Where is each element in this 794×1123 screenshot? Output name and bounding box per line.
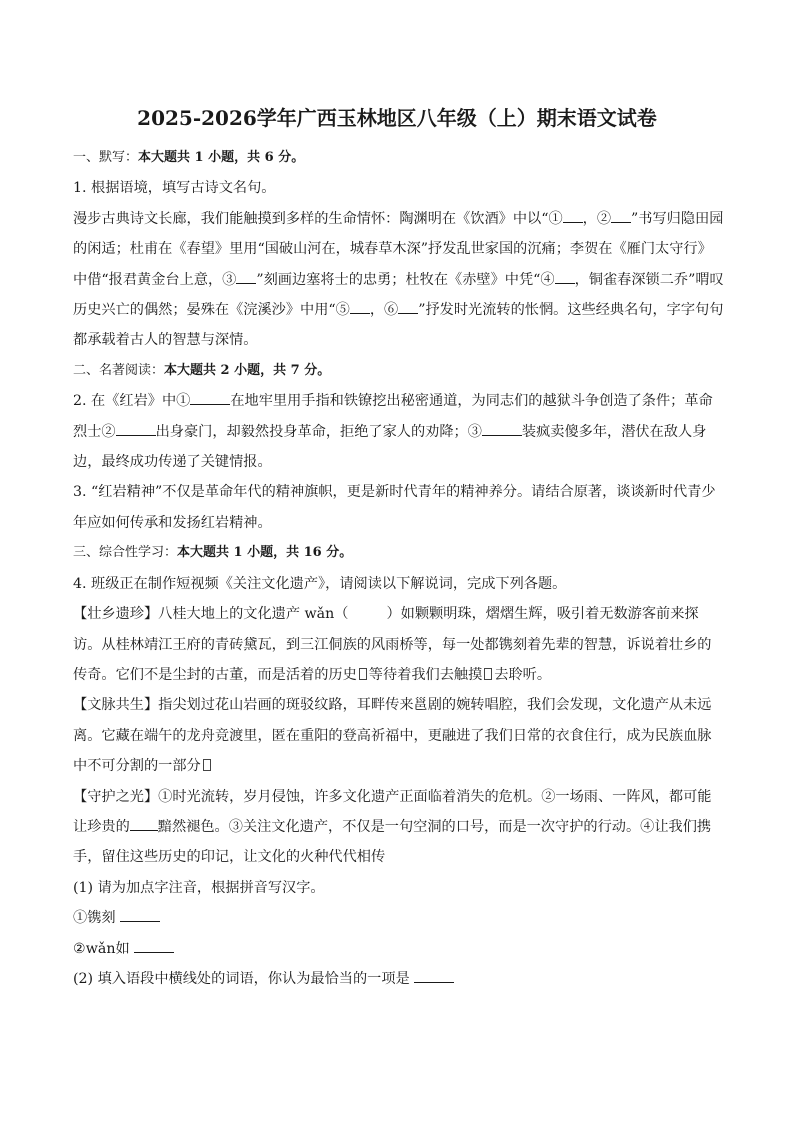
sub-question-2 [73, 964, 725, 994]
answer-blank[interactable] [555, 268, 575, 284]
section-2-prefix: 二、名著阅读： [73, 362, 165, 378]
answer-blank[interactable] [116, 420, 156, 436]
section-3-heading [73, 538, 725, 568]
q1-text-3: ”书写归隐田园的闲适；杜甫在《春望》里用“国破山河在，城春草木深”抒发乱世家国的沉痛；李贺在《雁门太守行》中借“报君黄金台上意，③ [73, 210, 724, 288]
q1-text-5: ，铜雀春深锁二乔”喟叹历史兴亡的偶然；晏殊在《浣溪沙》中用“⑤ [73, 271, 724, 319]
q2-text-4: 装疯卖傻多年，潜伏在敌人身边，最终成功传递了关键情报。 [73, 423, 707, 471]
q1-text-2: ，② [582, 210, 612, 227]
answer-blank[interactable] [130, 815, 158, 831]
sub1-b-label: ②wǎn如 [73, 940, 130, 957]
sub-question-1-b [73, 934, 725, 964]
section-1-prefix: 一、默写： [73, 150, 139, 165]
question-3: 3. “红岩精神”不仅是革命年代的精神旗帜，更是新时代青年的精神养分。请结合原著，谈谈新时代青少年应如何传承和发扬红岩精神。 [73, 484, 716, 531]
question-4-stem: 4. 班级正在制作短视频《关注文化遗产》，请阅读以下解说词，完成下列各题。 [73, 575, 567, 592]
answer-blank[interactable] [398, 298, 418, 314]
q1-text-4: ”刻画边塞将士的忠勇；杜牧在《赤壁》中凭“④ [256, 271, 555, 288]
q1-text-7: ”抒发时光流转的怅惘。这些经典名句，字字句句都承载着古人的智慧与深情。 [73, 302, 724, 349]
answer-blank[interactable] [563, 207, 583, 223]
para3-text-a: 【守护之光】①时光流转，岁月侵蚀，许多文化遗产正面临着消失的危机。②一场雨、一阵风，都可能让珍贵的 [73, 788, 712, 835]
punctuation-box[interactable] [203, 759, 211, 771]
section-2-heading [73, 356, 725, 386]
q1-text-6: ，⑥ [369, 302, 399, 319]
answer-blank[interactable] [414, 967, 454, 983]
paragraph-wenmai [73, 690, 725, 781]
sub-question-1: (1) 请为加点字注音，根据拼音写汉字。 [73, 879, 325, 896]
para3-text-b: 黯然褪色。③关注文化遗产，不仅是一句空洞的口号，而是一次守护的行动。④让我们携手，留住这些历史的印记，让文化的火种代代相传 [73, 818, 712, 866]
para1-text-a: 【壮乡遗珍】八桂大地上的文化遗产 wǎn（ [73, 606, 349, 623]
punctuation-box[interactable] [359, 668, 367, 680]
answer-blank[interactable] [120, 906, 160, 922]
section-1-info: 本大题共 1 小题，共 6 分。 [138, 150, 305, 165]
para2-text: 【文脉共生】指尖划过花山岩画的斑驳纹路，耳畔传来邕剧的婉转唱腔，我们会发现，文化遗产从未远离。它藏在端午的龙舟竞渡里，匿在重阳的登高祈福中，更融进了我们日常的衣食住行，成为民族血脉中不可分割的一部分 [73, 697, 712, 775]
section-1-heading [73, 143, 725, 173]
q2-text-3: 出身豪门，却毅然投身革命，拒绝了家人的劝降；③ [155, 423, 482, 440]
sub2-label: (2) 填入语段中横线处的词语，你认为最恰当的一项是 [73, 970, 410, 987]
exam-title: 2025-2026学年广西玉林地区八年级（上）期末语文试卷 [137, 106, 657, 130]
q1-text-1: 漫步古典诗文长廊，我们能触摸到多样的生命情怀：陶渊明在《饮酒》中以“① [73, 210, 563, 227]
answer-blank[interactable] [134, 937, 174, 953]
paragraph-zhuangxiang [73, 599, 725, 690]
question-1-stem: 1. 根据语境，填写古诗文名句。 [73, 180, 276, 197]
answer-blank[interactable] [350, 298, 370, 314]
sub-question-1-a [73, 903, 725, 933]
sub1-a-label: ①镌刻 [73, 910, 116, 927]
exam-content [73, 143, 725, 994]
q2-text-2: 在地牢里用手指和铁镣挖出秘密通道，为同志们的越狱斗争创造了条件；革命烈士② [73, 393, 713, 440]
answer-blank[interactable] [611, 207, 631, 223]
section-3-info: 本大题共 1 小题，共 16 分。 [177, 545, 353, 561]
section-3-prefix: 三、综合性学习： [73, 545, 178, 561]
answer-blank[interactable] [482, 420, 522, 436]
answer-blank[interactable] [190, 389, 230, 405]
para1-text-d: 去聆听。 [494, 666, 552, 683]
answer-blank[interactable] [236, 268, 256, 284]
q2-text-1: 2. 在《红岩》中① [73, 393, 191, 410]
para1-text-b: ）如颗颗明珠，熠熠生辉，吸引着无数游客前来探访。从桂林靖江王府的青砖黛瓦，到三江侗族的风雨桥等，每一处都镌刻着先辈的智慧，诉说着壮乡的传奇。它们不是尘封的古董，而是活着的历史 [73, 606, 712, 683]
question-2 [73, 386, 725, 477]
paragraph-shouhu [73, 782, 725, 873]
para1-text-c: 等待着我们去触摸 [368, 666, 483, 683]
punctuation-box[interactable] [484, 668, 492, 680]
section-2-info: 本大题共 2 小题，共 7 分。 [164, 362, 331, 378]
question-1-passage [73, 204, 725, 356]
